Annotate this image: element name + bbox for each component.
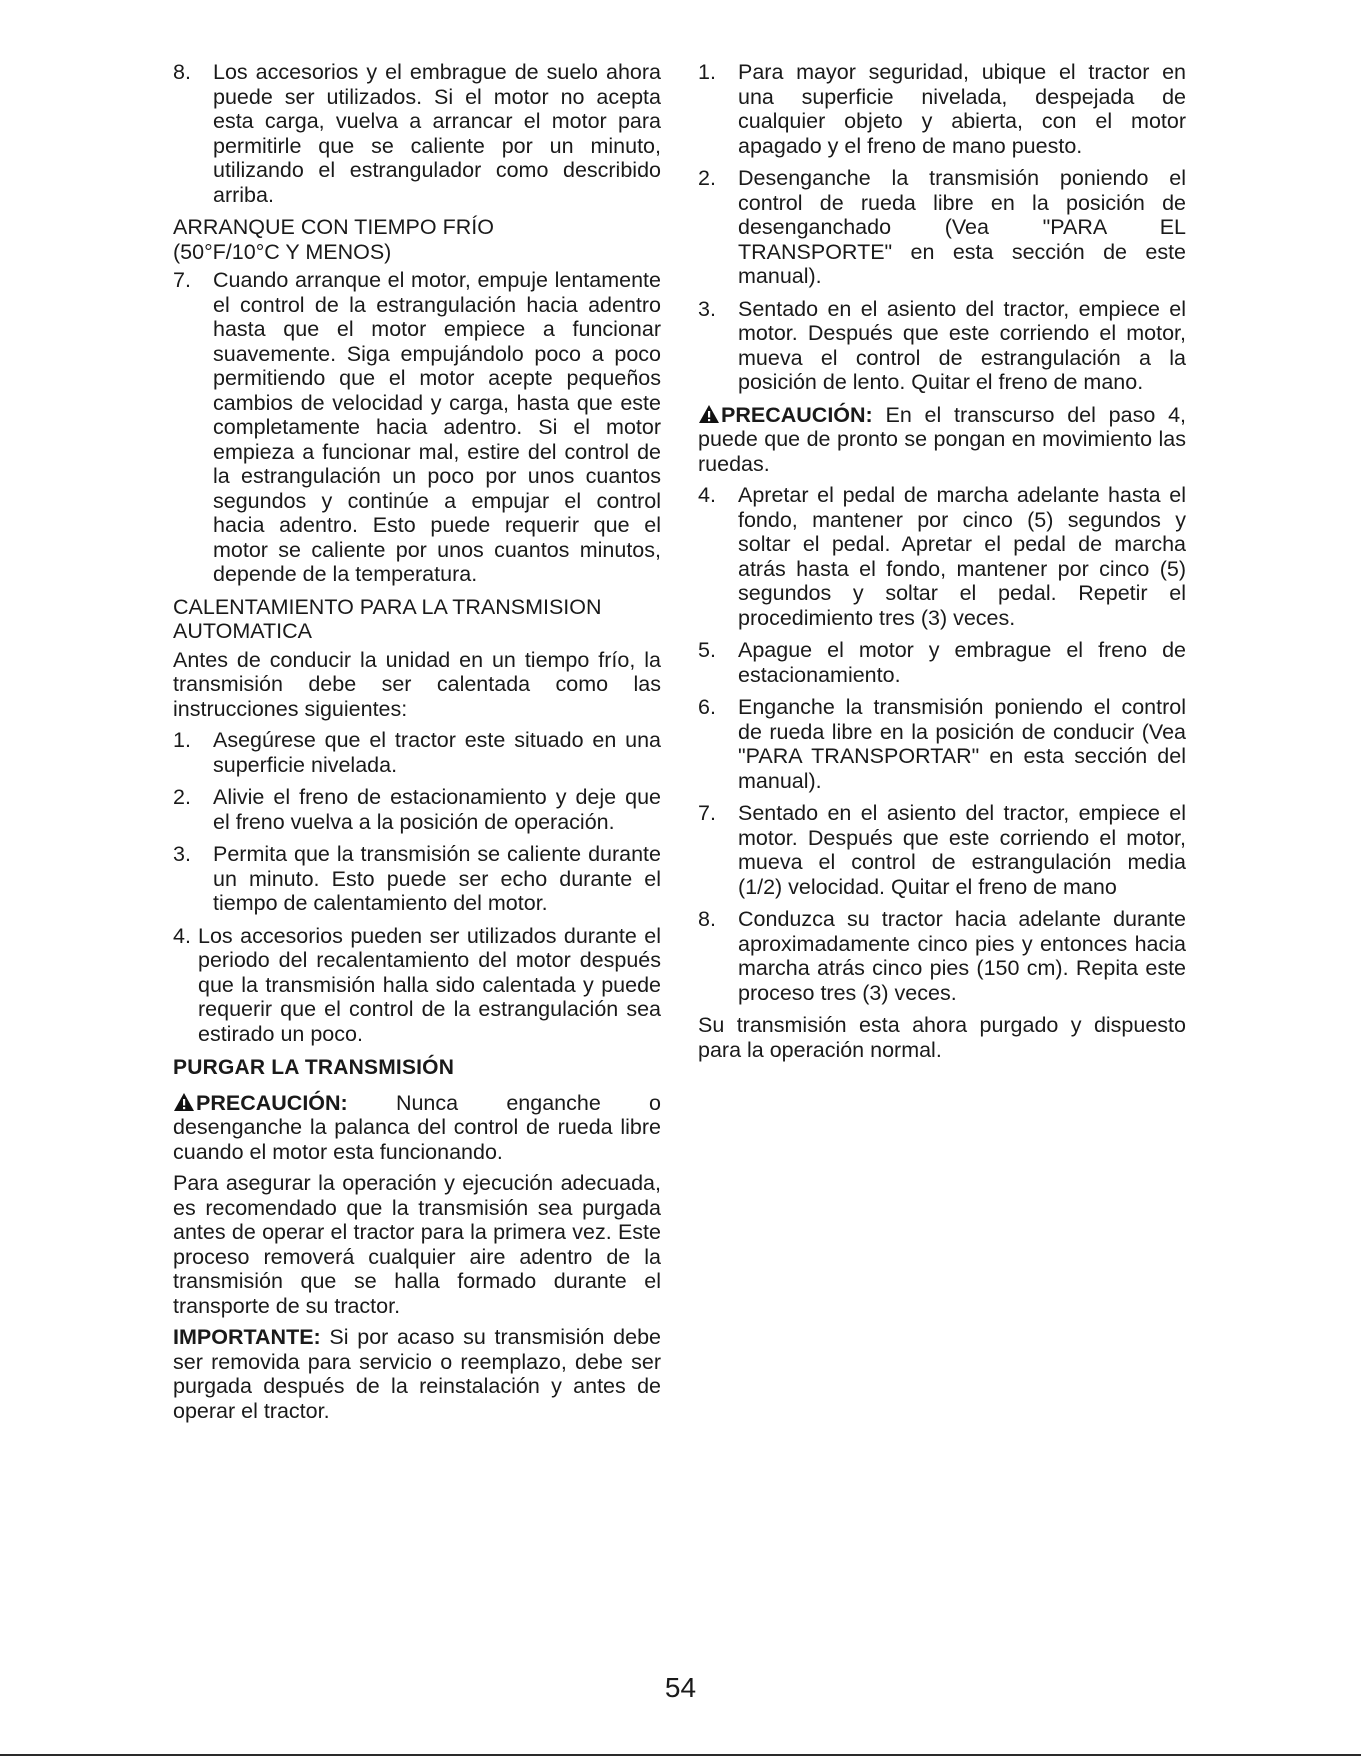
page-number: 54 <box>664 1672 697 1703</box>
step-text: Los accesorios pueden ser utilizados durante el periodo del recalentamiento del motor después que la transmisión halla sido calentada y puede requerir que el control de la estrangulación sea estirado un poco. <box>198 923 661 1046</box>
step-text: Cuando arranque el motor, empuje lentamente el control de la estrangulación hacia adentro hasta que el motor empiece a funcionar suavemente. Siga empujándolo poco a poco permitiendo que el motor acepte pequeños cambios de velocidad y carga, hasta que este completamente hacia adentro. Si el motor empieza a funcionar mal, estire del control de la estrangulación un poco por unos cuantos segundos y continúe a empujar el control hacia adentro. Esto puede requerir que el motor se caliente por unos cuantos minutos, depende de la temperatura. <box>213 268 661 586</box>
step-text: Apague el motor y embrague el freno de estacionamiento. <box>738 638 1186 687</box>
step-number: 3. <box>173 842 191 866</box>
closing-paragraph: Su transmisión esta ahora purgado y dispuesto para la operación normal. <box>698 1013 1186 1062</box>
important-text: Si por acaso su transmisión debe ser removida para servicio o reemplazo, debe ser purgada después de la reinstalación y antes de operar el tractor. <box>173 1325 661 1423</box>
step-text: Desenganche la transmisión poniendo el control de rueda libre en la posición de desenganchado (Vea "PARA EL TRANSPORTE" en esta sección de este manual). <box>738 166 1186 288</box>
step-number: 8. <box>173 60 191 84</box>
important-paragraph <box>173 1325 661 1423</box>
step-item <box>698 638 1186 687</box>
section-heading-cold-start <box>173 215 661 264</box>
step-number: 3. <box>698 296 716 321</box>
step-text: Permita que la transmisión se caliente durante un minuto. Esto puede ser echo durante el tiempo de calentamiento del motor. <box>213 842 661 915</box>
step-number: 7. <box>173 268 191 292</box>
purge-paragraph: Para asegurar la operación y ejecución adecuada, es recomendado que la transmisión sea purgada antes de operar el tractor para la primera vez. Este proceso removerá cualquier aire adentro de la transmisión que se halla formado durante el transporte de su tractor. <box>173 1171 661 1318</box>
heading-line: ARRANQUE CON TIEMPO FRÍO <box>173 215 494 239</box>
step-number: 2. <box>698 166 716 190</box>
step-number: 1. <box>698 60 716 84</box>
step-text: Sentado en el asiento del tractor, empiece el motor. Después que este corriendo el motor, mueva el control de estrangulación media (1/2) velocidad. Quitar el freno de mano <box>738 801 1186 899</box>
step-text: Conduzca su tractor hacia adelante durante aproximadamente cinco pies y entonces hacia marcha atrás cinco pies (150 cm). Repita este proceso tres (3) veces. <box>738 907 1186 1005</box>
step-item <box>173 924 661 1047</box>
section-heading-warmup <box>173 595 661 644</box>
step-item <box>698 297 1186 395</box>
step-item <box>698 483 1186 630</box>
step-number: 1. <box>173 728 191 752</box>
step-text: Asegúrese que el tractor este situado en una superficie nivelada. <box>213 728 661 777</box>
important-label: IMPORTANTE: <box>173 1325 321 1349</box>
caution-label: PRECAUCIÓN: <box>721 402 873 427</box>
section-heading-purge: PURGAR LA TRANSMISIÓN <box>173 1056 455 1079</box>
warmup-intro: Antes de conducir la unidad en un tiempo frío, la transmisión debe ser calentada como las instrucciones siguientes: <box>173 647 661 721</box>
step-item <box>173 268 661 587</box>
step-number: 4. <box>173 923 191 948</box>
heading-line: CALENTAMIENTO PARA LA TRANSMISION <box>173 594 602 619</box>
step-number: 7. <box>698 801 716 825</box>
caution-paragraph <box>173 1091 661 1165</box>
step-item <box>698 907 1186 1005</box>
step-number: 8. <box>698 907 716 931</box>
caution-paragraph <box>698 403 1186 477</box>
step-text: Sentado en el asiento del tractor, empiece el motor. Después que este corriendo el motor, mueva el control de estrangulación a la posición de lento. Quitar el freno de mano. <box>738 296 1186 394</box>
heading-line: (50°F/10°C Y MENOS) <box>173 239 392 264</box>
step-item <box>698 60 1186 158</box>
caution-text: Nunca enganche o desenganche la palanca del control de rueda libre cuando el motor esta funcionando. <box>173 1090 661 1164</box>
bottom-divider <box>0 1754 1361 1756</box>
right-column <box>698 60 1186 1069</box>
step-item <box>173 60 661 207</box>
step-number: 4. <box>698 483 716 507</box>
step-text: Los accesorios y el embrague de suelo ahora puede ser utilizados. Si el motor no acepta esta carga, vuelva a arrancar el motor para permitirle que se caliente por un minuto, utilizando el estrangulador como describido arriba. <box>213 60 661 207</box>
caution-label: PRECAUCIÓN: <box>196 1090 348 1115</box>
step-text: Alivie el freno de estacionamiento y deje que el freno vuelva a la posición de operación. <box>213 785 661 834</box>
left-column <box>173 60 661 1430</box>
step-number: 2. <box>173 785 191 809</box>
step-text: Para mayor seguridad, ubique el tractor en una superficie nivelada, despejada de cualquier objeto y abierta, con el motor apagado y el freno de mano puesto. <box>738 60 1186 158</box>
step-number: 6. <box>698 695 716 719</box>
warning-triangle-icon <box>173 1092 195 1112</box>
step-item <box>173 728 661 777</box>
step-text: Apretar el pedal de marcha adelante hasta el fondo, mantener por cinco (5) segundos y soltar el pedal. Apretar el pedal de marcha atrás hasta el fondo, mantener por cinco (5) segundos y soltar el pedal. Repetir el procedimiento tres (3) veces. <box>738 483 1186 630</box>
caution-text: En el transcurso del paso 4, puede que de pronto se pongan en movimiento las ruedas. <box>698 402 1186 476</box>
heading-line: AUTOMATICA <box>173 619 312 643</box>
warning-triangle-icon <box>698 404 720 424</box>
step-item <box>173 785 661 834</box>
step-item <box>698 166 1186 289</box>
step-item <box>173 842 661 916</box>
step-text: Enganche la transmisión poniendo el control de rueda libre en la posición de conducir (Vea "PARA TRANSPORTAR" en esta sección del manual). <box>738 695 1186 793</box>
step-item <box>698 801 1186 899</box>
step-number: 5. <box>698 638 716 662</box>
step-item <box>698 695 1186 793</box>
